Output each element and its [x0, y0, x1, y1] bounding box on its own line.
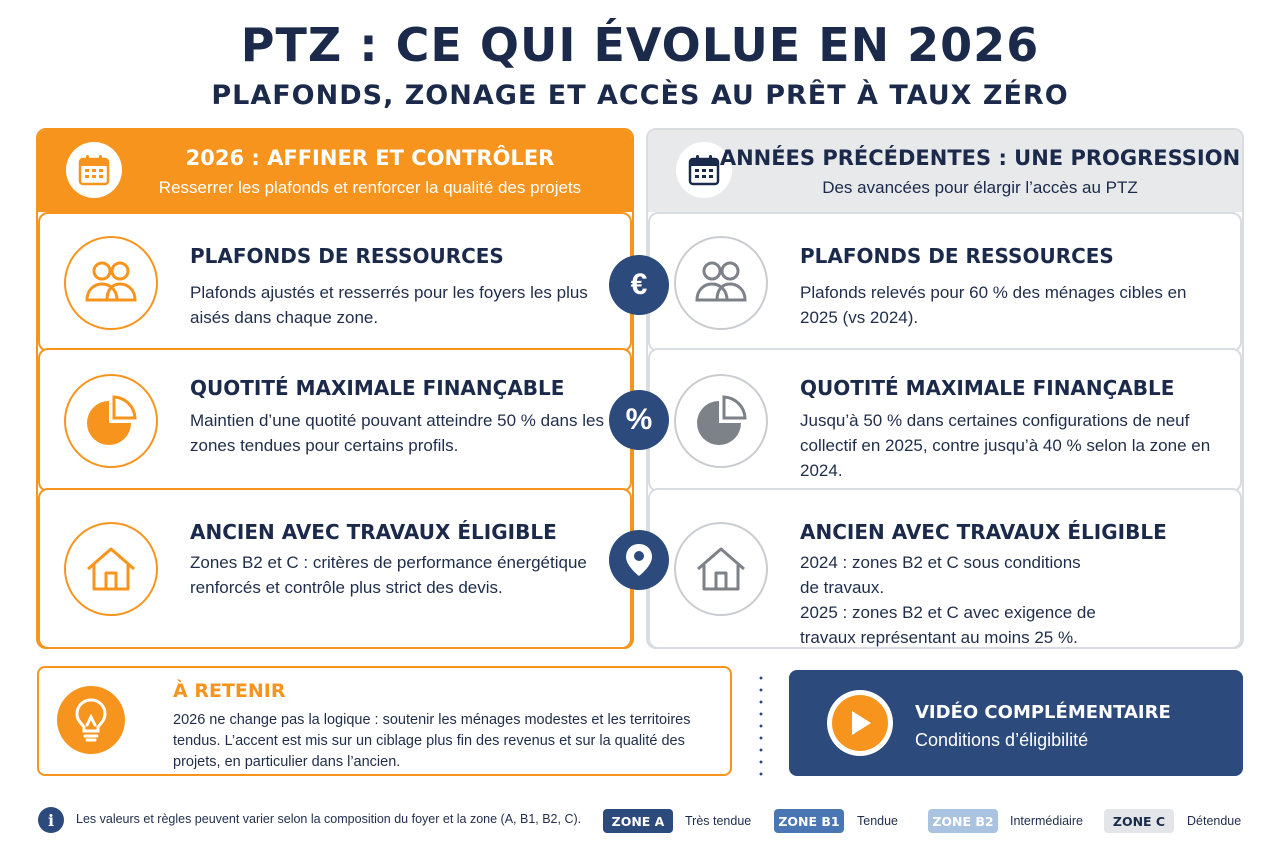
lightbulb-icon [57, 686, 125, 754]
house-icon [64, 522, 158, 616]
video-subtitle: Conditions d’éligibilité [915, 730, 1089, 750]
people-icon [64, 236, 158, 330]
play-icon[interactable] [827, 690, 893, 756]
video-button[interactable] [789, 670, 1243, 776]
key-takeaway-title: À RETENIR [173, 680, 286, 702]
column-2026-title: 2026 : AFFINER ET CONTRÔLER [185, 146, 555, 170]
key-takeaway-box [37, 666, 732, 776]
footer-legend [0, 805, 1280, 837]
percent-icon: % [609, 390, 669, 450]
zone-c-badge: ZONE C [1104, 809, 1174, 833]
card-ancien-previous [648, 488, 1242, 649]
card-text: Maintien d’une quotité pouvant atteindre 50 % dans les zones tendues pour certains profils. [190, 411, 604, 455]
people-icon [674, 236, 768, 330]
card-title: ANCIEN AVEC TRAVAUX ÉLIGIBLE [800, 520, 1167, 544]
page-subtitle: PLAFONDS, ZONAGE ET ACCÈS AU PRÊT À TAUX ZÉRO [211, 80, 1069, 111]
dotted-divider [759, 672, 763, 776]
column-previous-subtitle: Des avancées pour élargir l’accès au PTZ [822, 178, 1138, 197]
video-title: VIDÉO COMPLÉMENTAIRE [915, 702, 1171, 723]
card-title: PLAFONDS DE RESSOURCES [190, 244, 504, 268]
page-title: PTZ : CE QUI ÉVOLUE EN 2026 [240, 18, 1040, 72]
card-quotite-2026 [38, 348, 632, 492]
zone-b1-label: Tendue [857, 814, 899, 828]
card-ancien-2026 [38, 488, 632, 649]
card-text-line: 2025 : zones B2 et C avec exigence de travaux représentant au moins 25 %. [800, 603, 1096, 647]
card-resources-2026 [38, 212, 632, 352]
card-text [800, 550, 1220, 650]
card-text: Jusqu’à 50 % dans certaines configurations de neuf collectif en 2025, contre jusqu’à 40 % selon la zone en 2024. [800, 411, 1211, 480]
column-previous-title: ANNÉES PRÉCÉDENTES : UNE PROGRESSION [719, 146, 1241, 170]
pie-chart-icon [674, 374, 768, 468]
card-text-line: 2024 : zones B2 et C sous conditions de travaux. [800, 553, 1081, 597]
column-2026-subtitle: Resserrer les plafonds et renforcer la qualité des projets [158, 178, 582, 197]
footer-note: Les valeurs et règles peuvent varier selon la composition du foyer et la zone (A, B1, B2, C). [76, 812, 582, 826]
euro-icon: € [609, 255, 669, 315]
column-2026 [36, 128, 634, 649]
zone-b2-label: Intermédiaire [1010, 814, 1083, 828]
card-title: PLAFONDS DE RESSOURCES [800, 244, 1114, 268]
column-previous-years [646, 128, 1244, 649]
zone-b1-badge: ZONE B1 [774, 809, 844, 833]
location-pin-icon [609, 530, 669, 590]
column-previous-header [648, 130, 1242, 212]
card-title: QUOTITÉ MAXIMALE FINANÇABLE [800, 376, 1175, 400]
card-title: ANCIEN AVEC TRAVAUX ÉLIGIBLE [190, 520, 557, 544]
zone-a-label: Très tendue [685, 814, 752, 828]
card-resources-previous [648, 212, 1242, 352]
pie-chart-icon [64, 374, 158, 468]
play-icon-inner [832, 695, 888, 751]
column-2026-header [38, 130, 632, 212]
card-text: Zones B2 et C : critères de performance énergétique renforcés et contrôle plus strict des devis. [190, 553, 587, 597]
zone-b2-badge: ZONE B2 [928, 809, 998, 833]
zone-c-label: Détendue [1187, 814, 1242, 828]
info-icon: i [38, 807, 64, 833]
house-icon [674, 522, 768, 616]
card-quotite-previous [648, 348, 1242, 492]
zone-a-badge: ZONE A [603, 809, 673, 833]
card-text: Plafonds ajustés et resserrés pour les foyers les plus aisés dans chaque zone. [190, 283, 588, 327]
card-title: QUOTITÉ MAXIMALE FINANÇABLE [190, 376, 565, 400]
card-text: Plafonds relevés pour 60 % des ménages cibles en 2025 (vs 2024). [800, 283, 1187, 327]
key-takeaway-text: 2026 ne change pas la logique : soutenir les ménages modestes et les territoires tendus. L’accent est mis sur un ciblage plus fin des revenus et sur la qualité des projets, en particulier dans l’ancien. [173, 712, 691, 770]
